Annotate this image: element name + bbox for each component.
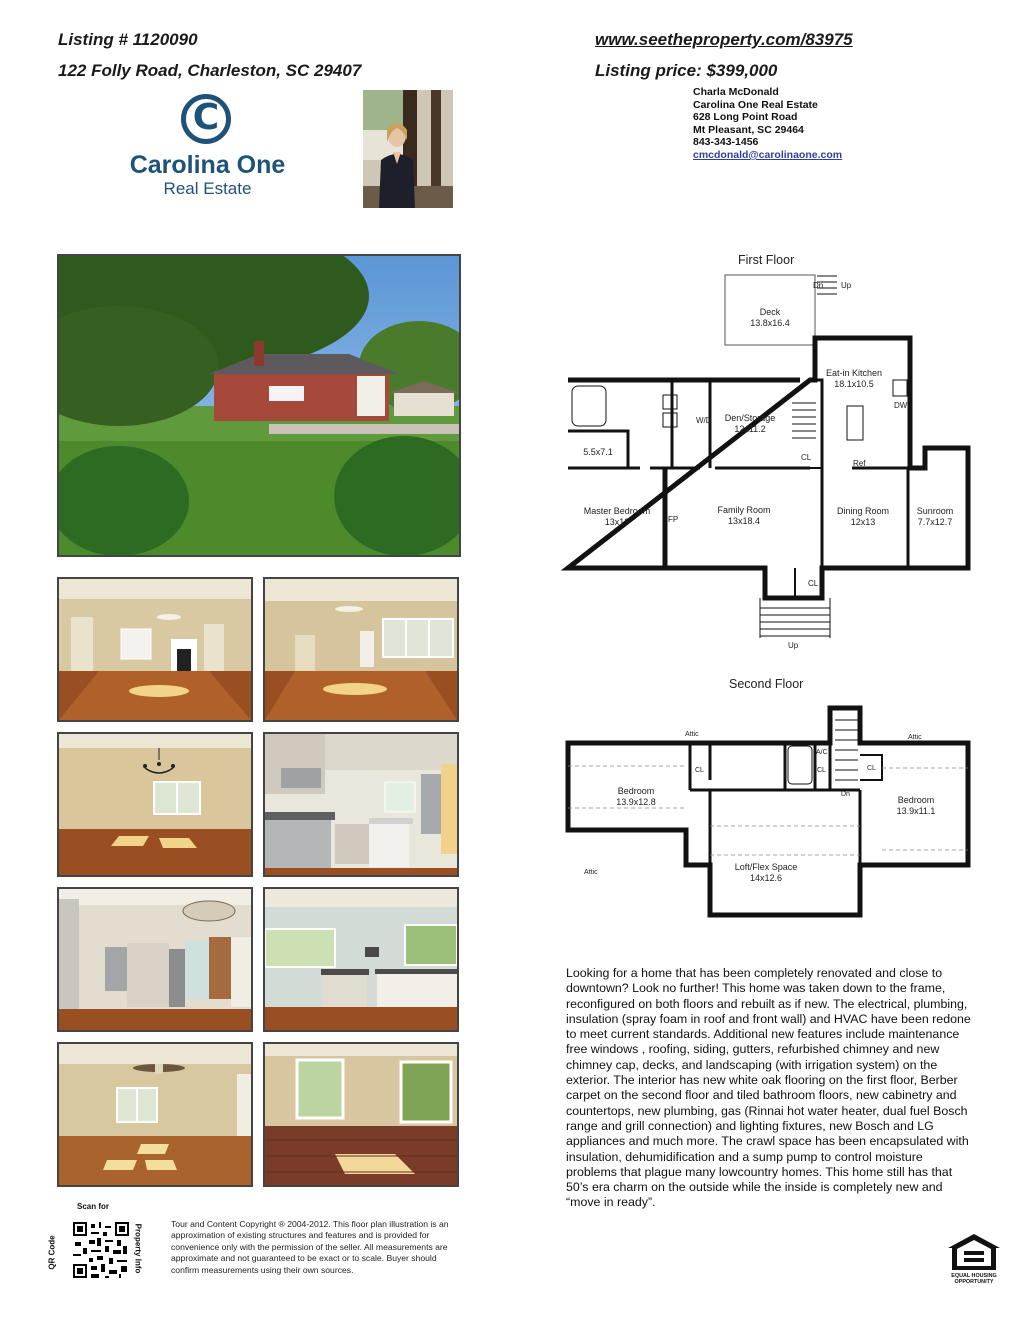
logo-brand-name: Carolina One: [129, 151, 286, 179]
logo-mark-icon: C: [181, 94, 231, 144]
photo-kitchen-range[interactable]: [263, 732, 459, 877]
fp2-cl-label-right: CL: [867, 765, 876, 772]
fp1-room-master-name: Master Bedroom: [583, 506, 651, 516]
agent-contact-block: [693, 86, 842, 162]
agent-street: 628 Long Point Road: [693, 111, 798, 124]
agent-email-link[interactable]: cmcdonald@carolinaone.com: [693, 148, 843, 161]
second-floor-plan: [560, 700, 980, 920]
photo-living-room-fireplace[interactable]: [57, 577, 253, 722]
second-floor-title: Second Floor: [729, 677, 804, 691]
photo-dining-room-chandelier[interactable]: [57, 732, 253, 877]
fp1-room-dining-name: Dining Room: [836, 506, 890, 516]
fp2-cl-label-mid: CL: [817, 767, 826, 774]
fp1-room-family-name: Family Room: [717, 505, 771, 515]
fp1-room-den-dims: 12x11.2: [734, 424, 766, 434]
qr-code-block[interactable]: [47, 1202, 150, 1288]
fp1-room-den-name: Den/Storage: [724, 413, 776, 423]
fp1-up-label: Up: [841, 281, 852, 290]
photo-sunroom-tile-floor[interactable]: [263, 1042, 459, 1187]
photo-bedroom-ceiling-fan[interactable]: [57, 1042, 253, 1187]
photo-living-room-windows[interactable]: [263, 577, 459, 722]
property-url-link[interactable]: www.seetheproperty.com/83975: [595, 30, 853, 49]
fp1-room-family-dims: 13x18.4: [727, 516, 761, 526]
fp1-wd-label: W/D: [696, 416, 712, 425]
fp2-room-loft-name: Loft/Flex Space: [734, 862, 798, 872]
qr-right-label: Property Info: [133, 1223, 143, 1274]
fp2-attic-label-top-left: Attic: [685, 731, 699, 738]
fp1-dn-label: Dn: [813, 281, 824, 290]
company-logo: [120, 90, 295, 208]
fp1-cl-label: CL: [801, 453, 812, 462]
fp2-attic-label-top-right: Attic: [908, 734, 922, 741]
equal-housing-icon: [944, 1232, 1004, 1272]
fp1-room-master-dims: 13x13: [604, 517, 630, 527]
agent-photo: [363, 90, 453, 208]
fp1-room-kitchen-dims: 18.1x10.5: [834, 379, 874, 389]
fp1-room-closet-dims: 5.5x7.1: [583, 447, 613, 457]
equal-housing-line1: EQUAL HOUSING: [951, 1273, 997, 1279]
fp1-room-dining-dims: 12x13: [850, 517, 876, 527]
agent-phone: 843-343-1456: [693, 136, 759, 149]
fp1-room-kitchen-name: Eat-in Kitchen: [825, 368, 883, 378]
first-floor-plan: [560, 268, 980, 648]
fp2-ac-label: A/C: [816, 749, 828, 756]
property-address: 122 Folly Road, Charleston, SC 29407: [58, 61, 362, 80]
fp2-cl-label-left: CL: [695, 767, 704, 774]
logo-brand-subtitle: Real Estate: [163, 179, 252, 198]
equal-housing-logo: [944, 1232, 1004, 1294]
fp1-up-bottom-label: Up: [788, 641, 799, 650]
fp1-cl2-label: CL: [808, 579, 819, 588]
listing-number: Listing # 1120090: [58, 30, 198, 49]
fp1-fp-label: FP: [668, 515, 679, 524]
copyright-disclaimer: Tour and Content Copyright ® 2004-2012. This floor plan illustration is an approximation of existing structures and features and is provided for convenience only with the permission of the seller. All measurements are approximate and not guaranteed to be exact or to scale. Buyer should confirm measurements using their own sources.: [171, 1219, 449, 1275]
listing-price: Listing price: $399,000: [595, 61, 778, 80]
fp2-room-bedroom-right-dims: 13.9x11.1: [896, 806, 936, 816]
fp1-dw-label: DW: [894, 401, 908, 410]
fp2-attic-label-bottom: Attic: [584, 869, 598, 876]
fp1-room-deck-dims: 13.8x16.4: [750, 318, 790, 328]
photo-kitchen-island-view[interactable]: [57, 887, 253, 1032]
property-description: Looking for a home that has been completely renovated and close to downtown? Look no further! This home was taken down to the frame, reconfigured on both floors and rebuilt as if new. The electrical, plumbing, insulation (spray foam in roof and front wall) and HVAC have been redone to meet current standards. Additional new features include maintenance free windows , roofing, siding, gutters, refurbished chimney and new chimney cap, decks, and landscaping (with irrigation system) on the exterior. The interior has new white oak flooring on the first floor, Berber carpet on the second floor and tiled bathroom floors, new cabinetry and countertops, new plumbing, gas (Rinnai hot water heater, dual fuel Bosch range and grill connection) and lighting fixtures, new Bosch and LG appliances and much more. The crawl space has been encapsulated with insulation, dehumidification and a sump pump to control moisture problems that plague many lowcountry homes. This home still has that 50’s era charm on the outside while the inside is completely new and “move in ready”.: [566, 966, 971, 1210]
first-floor-title: First Floor: [738, 253, 795, 267]
equal-housing-line2: OPPORTUNITY: [954, 1279, 994, 1286]
fp2-room-bedroom-left-dims: 13.9x12.8: [616, 797, 656, 807]
fp2-room-bedroom-right-name: Bedroom: [897, 795, 935, 805]
qr-left-label: QR Code: [47, 1235, 57, 1270]
photo-kitchen-window[interactable]: [263, 887, 459, 1032]
fp2-dn-label: Dn: [841, 791, 850, 798]
qr-top-label: Scan for: [77, 1202, 110, 1211]
fp2-room-bedroom-left-name: Bedroom: [617, 786, 655, 796]
fp2-room-loft-dims: 14x12.6: [749, 873, 783, 883]
agent-name: Charla McDonald: [693, 86, 779, 98]
photo-exterior-front[interactable]: [57, 254, 461, 557]
agent-city: Mt Pleasant, SC 29464: [693, 123, 804, 136]
agent-company: Carolina One Real Estate: [693, 98, 818, 111]
fp1-room-deck-name: Deck: [759, 307, 781, 317]
fp1-room-sunroom-dims: 7.7x12.7: [917, 517, 953, 527]
qr-code-icon[interactable]: [73, 1222, 129, 1278]
fp1-ref-label: Ref: [853, 459, 866, 468]
fp1-room-sunroom-name: Sunroom: [916, 506, 954, 516]
